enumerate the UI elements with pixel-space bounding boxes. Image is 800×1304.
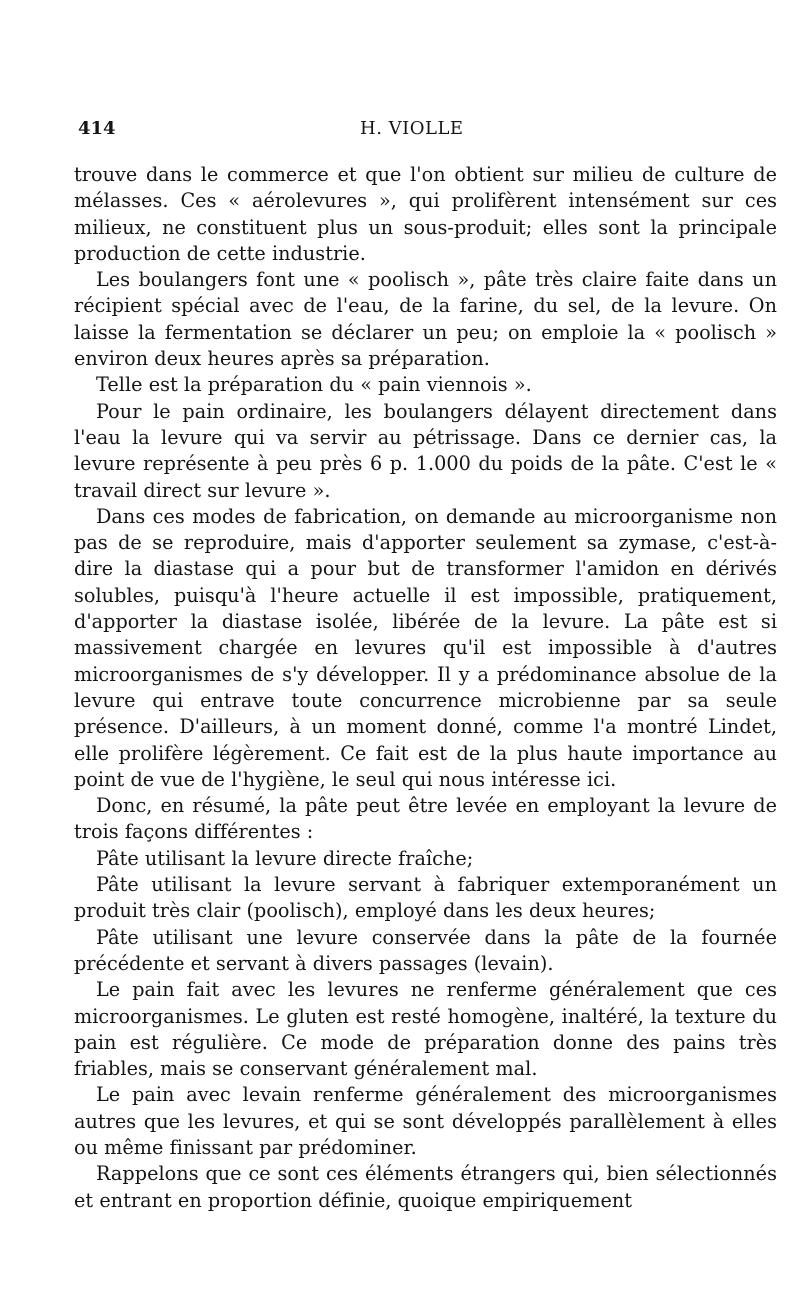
- page-number: 414: [78, 118, 116, 139]
- paragraph-continuation: trouve dans le commerce et que l'on obtient sur milieu de culture de mélasses. Ces « aérolevures », qui prolifèrent intensément sur ces milieux, ne constituent plus un sous-produit; elles sont la principale production de cette industrie.: [74, 163, 777, 265]
- paragraph-poolisch: Les boulangers font une « poolisch », pâte très claire faite dans un récipient spécial avec de l'eau, de la farine, du sel, de la levure. On laisse la fermentation se déclarer un peu; on emploie la « poolisch » environ deux heures après sa préparation.: [74, 268, 777, 371]
- paragraph-modes-fabrication: Dans ces modes de fabrication, on demande au microorganisme non pas de se reproduire, mais d'apporter seulement sa zymase, c'est-à-dire la diastase qui a pour but de transformer l'amidon en dérivés solubles, puisqu'à l'heure actuelle il est impossible, pratiquement, d'apporter la diastase isolée, libérée de la levure. La pâte est si massivement chargée en levures qu'il est impossible à d'autres microorganismes de s'y développer. Il y a prédominance absolue de la levure qui entrave toute concurrence microbienne par sa seule présence. D'ailleurs, à un moment donné, comme l'a montré Lindet, elle prolifère légèrement. Ce fait est de la plus haute importance au point de vue de l'hygiène, le seul qui nous intéresse ici.: [74, 504, 777, 791]
- running-head-author: H. VIOLLE: [360, 118, 464, 139]
- paragraph-resume: Donc, en résumé, la pâte peut être levée en employant la levure de trois façons différentes :: [74, 794, 777, 844]
- paragraph-pain-levures: Le pain fait avec les levures ne renferme généralement que ces microorganismes. Le gluten est resté homogène, inaltéré, la texture du pain est régulière. Ce mode de préparation donne des pains très friables, mais se conservant généralement mal.: [74, 978, 777, 1081]
- paragraph-pain-levain: Le pain avec levain renferme généralement des microorganismes autres que les levures, et qui se sont développés parallèlement à elles ou même finissant par prédominer.: [74, 1083, 777, 1159]
- list-item-levain: Pâte utilisant une levure conservée dans la pâte de la fournée précédente et servant à divers passages (levain).: [74, 925, 777, 975]
- paragraph-rappelons: Rappelons que ce sont ces éléments étrangers qui, bien sélectionnés et entrant en proportion définie, quoique empiriquement: [74, 1162, 777, 1212]
- list-item-poolisch: Pâte utilisant la levure servant à fabriquer extemporanément un produit très clair (poolisch), employé dans les deux heures;: [74, 873, 777, 923]
- body-text: [74, 162, 777, 1214]
- paragraph-pain-viennois: Telle est la préparation du « pain viennois ».: [96, 373, 532, 397]
- page-header: [74, 118, 774, 148]
- list-item-levure-fraiche: Pâte utilisant la levure directe fraîche;: [96, 846, 474, 870]
- paragraph-pain-ordinaire: Pour le pain ordinaire, les boulangers délayent directement dans l'eau la levure qui va servir au pétrissage. Dans ce dernier cas, la levure représente à peu près 6 p. 1.000 du poids de la pâte. C'est le « travail direct sur levure ».: [74, 399, 777, 502]
